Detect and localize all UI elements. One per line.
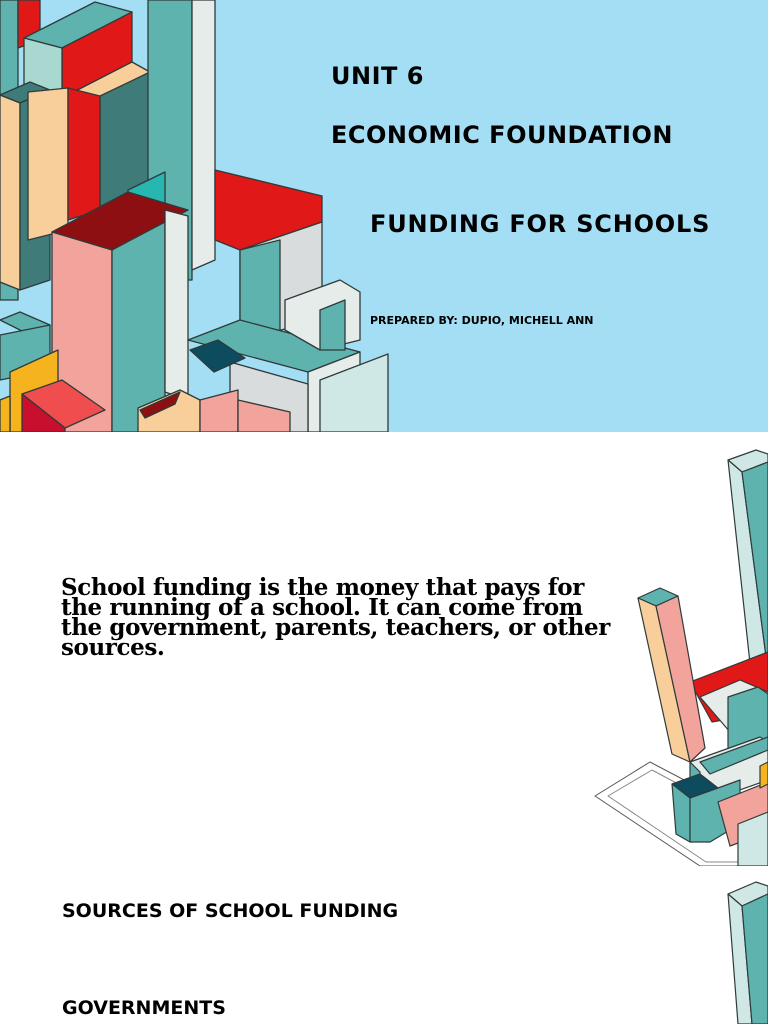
sources-heading: SOURCES OF SCHOOL FUNDING — [62, 900, 399, 922]
unit-title: UNIT 6 — [331, 62, 424, 90]
governments-heading: GOVERNMENTS — [62, 997, 226, 1019]
sources-slide — [0, 866, 768, 1024]
funding-definition: School funding is the money that pays for the running of a school. It can come from the government, parents, teachers, or other sources. — [61, 574, 610, 661]
subject-title: ECONOMIC FOUNDATION — [331, 121, 673, 149]
definition-slide — [0, 432, 768, 866]
prepared-by: PREPARED BY: DUPIO, MICHELL ANN — [370, 314, 594, 327]
title-slide — [0, 0, 768, 432]
topic-title: FUNDING FOR SCHOOLS — [370, 210, 711, 238]
